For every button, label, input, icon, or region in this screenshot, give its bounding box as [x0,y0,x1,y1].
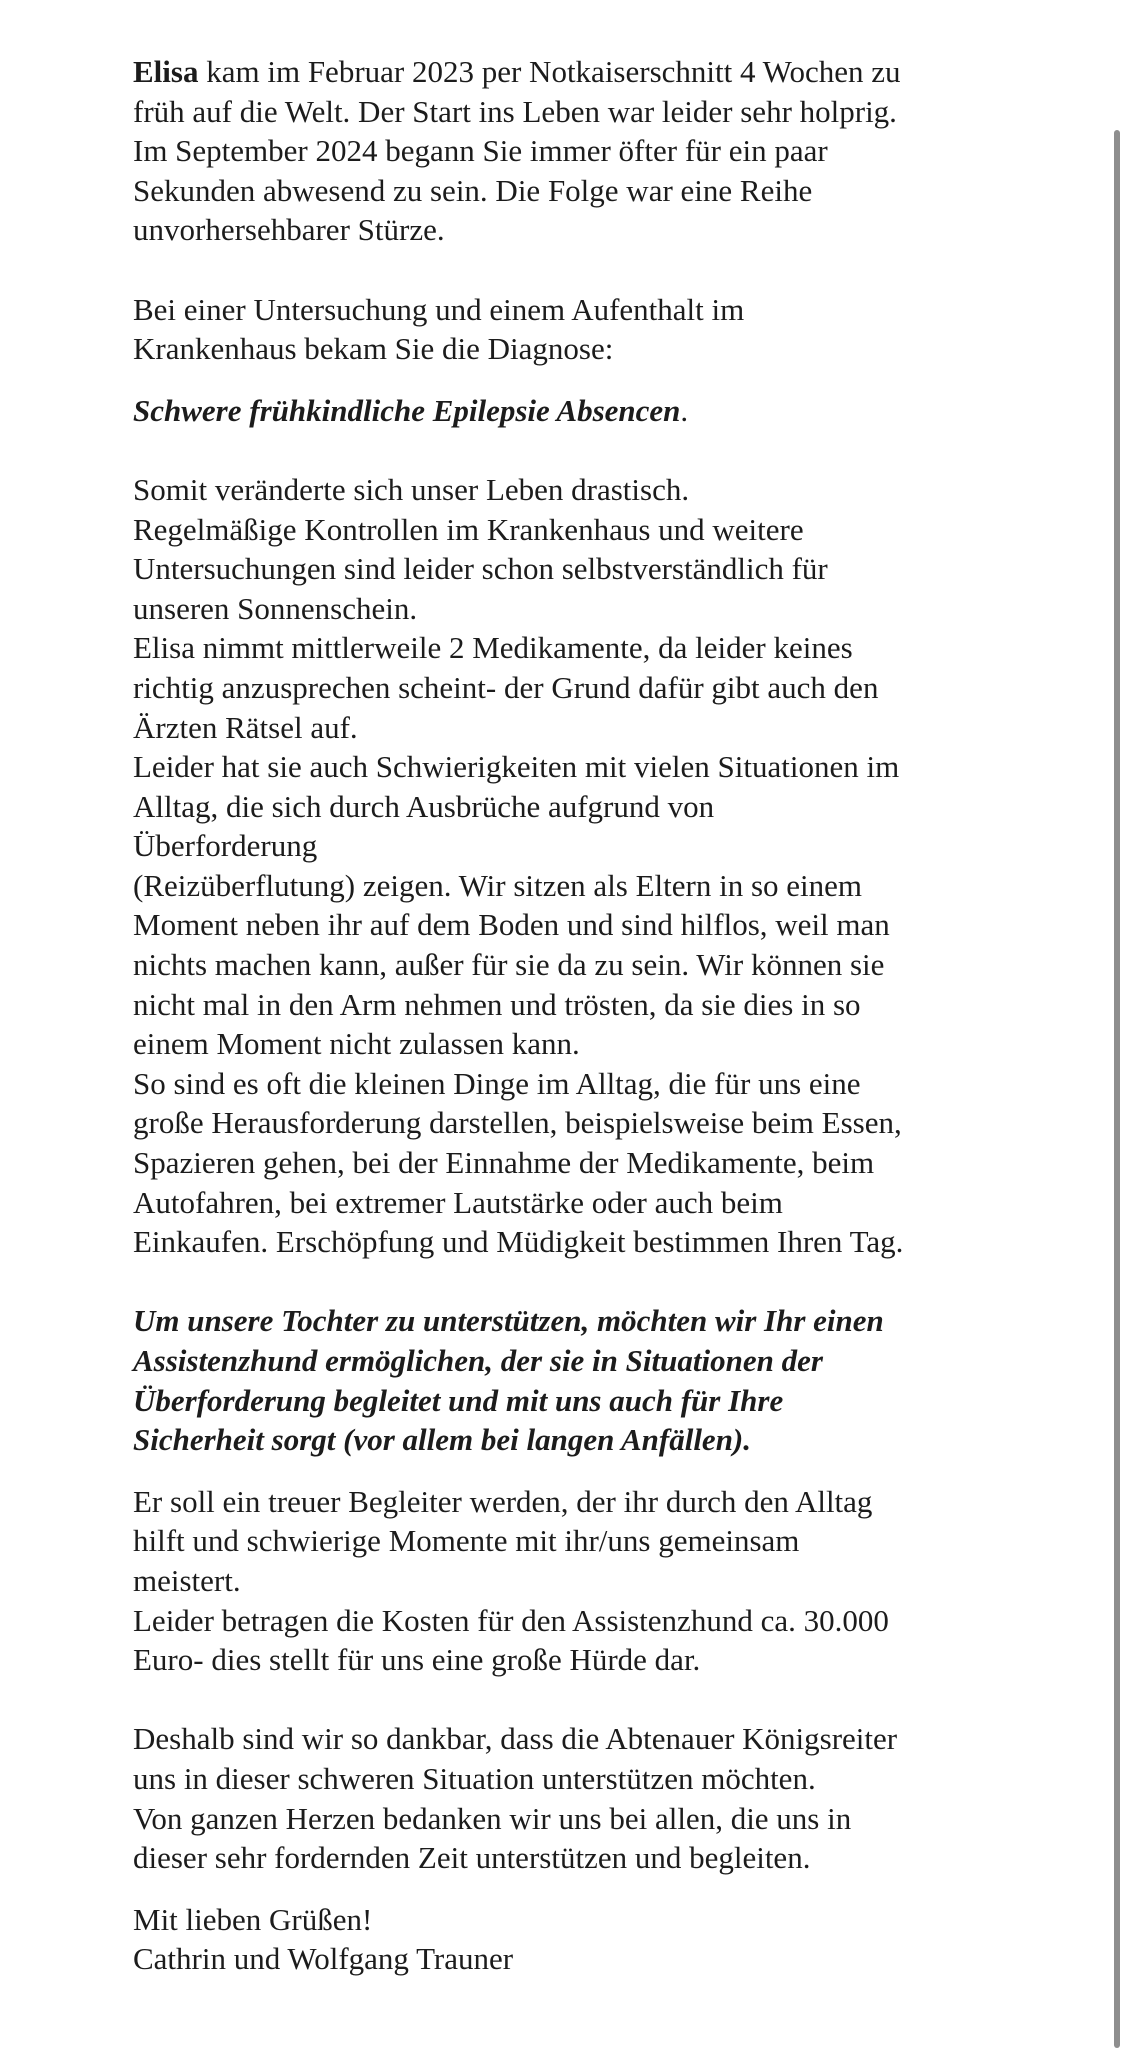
text-line: Um unsere Tochter zu unterstützen, möchten wir Ihr einen [133,1303,884,1339]
companion-paragraph [133,1482,1013,1680]
text-line: richtig anzusprechen scheint- der Grund dafür gibt auch den [133,669,879,705]
closing-signature [133,1900,1013,1979]
text-line: Im September 2024 begann Sie immer öfter für ein paar [133,133,828,169]
assistance-dog-paragraph [133,1301,1013,1459]
text-line: dieser sehr fordernden Zeit unterstützen und begleiten. [133,1840,811,1876]
text-line: große Herausforderung darstellen, beispielsweise beim Essen, [133,1105,902,1141]
text-line: Regelmäßige Kontrollen im Krankenhaus und weitere [133,511,804,547]
text-line: Somit veränderte sich unser Leben drastisch. [133,471,690,507]
text-line: Krankenhaus bekam Sie die Diagnose: [133,331,614,367]
text-line: Ärzten Rätsel auf. [133,709,358,745]
text-line: Moment neben ihr auf dem Boden und sind hilflos, weil man [133,907,890,943]
text-run: . [680,392,689,428]
text-line: früh auf die Welt. Der Start ins Leben war leider sehr holprig. [133,93,897,129]
life-change-paragraph [133,470,1013,1262]
text-run: kam im Februar 2023 per Notkaiserschnitt 4 Wochen zu [198,54,901,89]
signature-line: Cathrin und Wolfgang Trauner [133,1941,514,1977]
text-line [133,391,1013,431]
paragraph-spacer [133,1262,1013,1302]
text-line: Überforderung begleitet und mit uns auch für Ihre [133,1382,784,1418]
text-line: Euro- dies stellt für uns eine große Hürde dar. [133,1642,701,1678]
text-line: unseren Sonnenschein. [133,590,418,626]
text-line: uns in dieser schweren Situation unterstützen möchten. [133,1760,816,1796]
diagnosis-intro-paragraph [133,290,1013,369]
paragraph-spacer [133,1878,1013,1900]
thanks-paragraph [133,1719,1013,1877]
text-line: Assistenzhund ermöglichen, der sie in Situationen der [133,1343,823,1378]
text-line: einem Moment nicht zulassen kann. [133,1026,580,1062]
vertical-scrollbar[interactable] [1114,130,1120,2048]
paragraph-spacer [133,1680,1013,1720]
text-line [133,52,1013,92]
text-line: Überforderung [133,828,318,864]
letter-document [133,52,1013,1979]
greeting-line: Mit lieben Grüßen! [133,1901,373,1937]
text-line: nicht mal in den Arm nehmen und trösten, da sie dies in so [133,986,861,1022]
text-line: Einkaufen. Erschöpfung und Müdigkeit bestimmen Ihren Tag. [133,1224,904,1260]
intro-paragraph [133,52,1013,250]
text-line: Sicherheit sorgt (vor allem bei langen Anfällen). [133,1422,752,1458]
text-line: Leider betragen die Kosten für den Assistenzhund ca. 30.000 [133,1602,889,1638]
child-name: Elisa [133,54,199,89]
text-line: hilft und schwierige Momente mit ihr/uns gemeinsam [133,1523,800,1559]
text-line: Bei einer Untersuchung und einem Aufenthalt im [133,291,745,327]
text-line: Elisa nimmt mittlerweile 2 Medikamente, da leider keines [133,630,853,666]
diagnosis-text: Schwere frühkindliche Epilepsie Absencen [133,392,681,428]
text-line: Deshalb sind wir so dankbar, dass die Abtenauer Königsreiter [133,1721,898,1757]
paragraph-spacer [133,430,1013,470]
text-line: Er soll ein treuer Begleiter werden, der ihr durch den Alltag [133,1483,873,1519]
text-line: unvorhersehbarer Stürze. [133,212,445,248]
text-line: Spazieren gehen, bei der Einnahme der Medikamente, beim [133,1145,875,1181]
diagnosis-paragraph [133,391,1013,431]
text-line: (Reizüberflutung) zeigen. Wir sitzen als Eltern in so einem [133,867,863,903]
paragraph-spacer [133,250,1013,290]
text-line: Autofahren, bei extremer Lautstärke oder auch beim [133,1184,783,1220]
paragraph-spacer [133,1460,1013,1482]
paragraph-spacer [133,369,1013,391]
text-line: meistert. [133,1562,241,1598]
text-line: Sekunden abwesend zu sein. Die Folge war eine Reihe [133,172,813,208]
text-line: Von ganzen Herzen bedanken wir uns bei allen, die uns in [133,1800,852,1836]
text-line: So sind es oft die kleinen Dinge im Alltag, die für uns eine [133,1065,861,1101]
text-line: nichts machen kann, außer für sie da zu sein. Wir können sie [133,947,885,983]
text-line: Untersuchungen sind leider schon selbstverständlich für [133,551,828,587]
text-line: Alltag, die sich durch Ausbrüche aufgrund von [133,788,715,824]
text-line: Leider hat sie auch Schwierigkeiten mit vielen Situationen im [133,749,900,785]
